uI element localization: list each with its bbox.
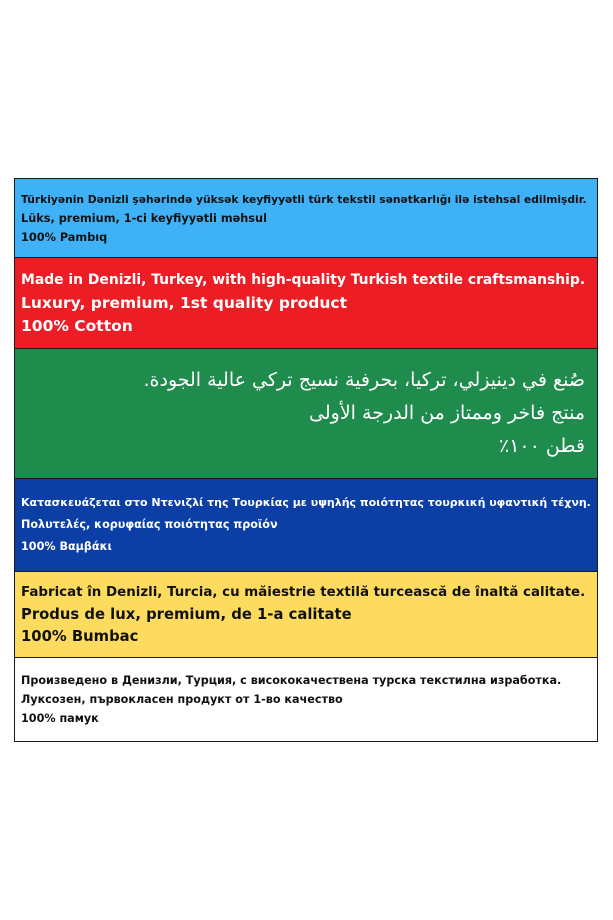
material-line: 100% Βαμβάκι <box>21 540 112 553</box>
origin-line: Κατασκευάζεται στο Ντενιζλί της Τουρκίας με υψηλής ποιότητας τουρκική υφαντική τέχνη. <box>21 496 591 509</box>
quality-line: منتج فاخر وممتاز من الدرجة الأولى <box>309 402 585 424</box>
material-line: 100% Pambıq <box>21 230 108 244</box>
panel-greek <box>14 478 598 572</box>
quality-line: Πολυτελές, κορυφαίας ποιότητας προϊόν <box>21 518 278 531</box>
material-line: 100% Cotton <box>21 316 133 335</box>
origin-line: صُنع في دينيزلي، تركيا، بحرفية نسيج تركي عالية الجودة. <box>143 369 585 391</box>
material-line: قطن ١٠٠٪ <box>498 435 585 457</box>
quality-line: Луксозен, първокласен продукт от 1-во качество <box>21 693 343 706</box>
origin-line: Made in Denizli, Turkey, with high-quality Turkish textile craftsmanship. <box>21 271 586 288</box>
origin-line: Türkiyənin Dənizli şəhərində yüksək keyfiyyətli türk tekstil sənətkarlığı ilə istehsal edilmişdir. <box>21 192 587 206</box>
panel-azerbaijani <box>14 178 598 258</box>
origin-line: Произведено в Денизли, Турция, с висококачествена турска текстилна изработка. <box>21 674 562 687</box>
panel-arabic <box>14 348 598 479</box>
material-line: 100% Bumbac <box>21 627 139 645</box>
origin-line: Fabricat în Denizli, Turcia, cu măiestrie textilă turcească de înaltă calitate. <box>21 584 586 600</box>
panel-romanian <box>14 571 598 658</box>
quality-line: Luxury, premium, 1st quality product <box>21 293 348 312</box>
panel-bulgarian <box>14 657 598 742</box>
quality-line: Lüks, premium, 1-ci keyfiyyətli məhsul <box>21 211 267 225</box>
material-line: 100% памук <box>21 712 99 725</box>
panel-english <box>14 257 598 349</box>
quality-line: Produs de lux, premium, de 1-a calitate <box>21 605 352 623</box>
